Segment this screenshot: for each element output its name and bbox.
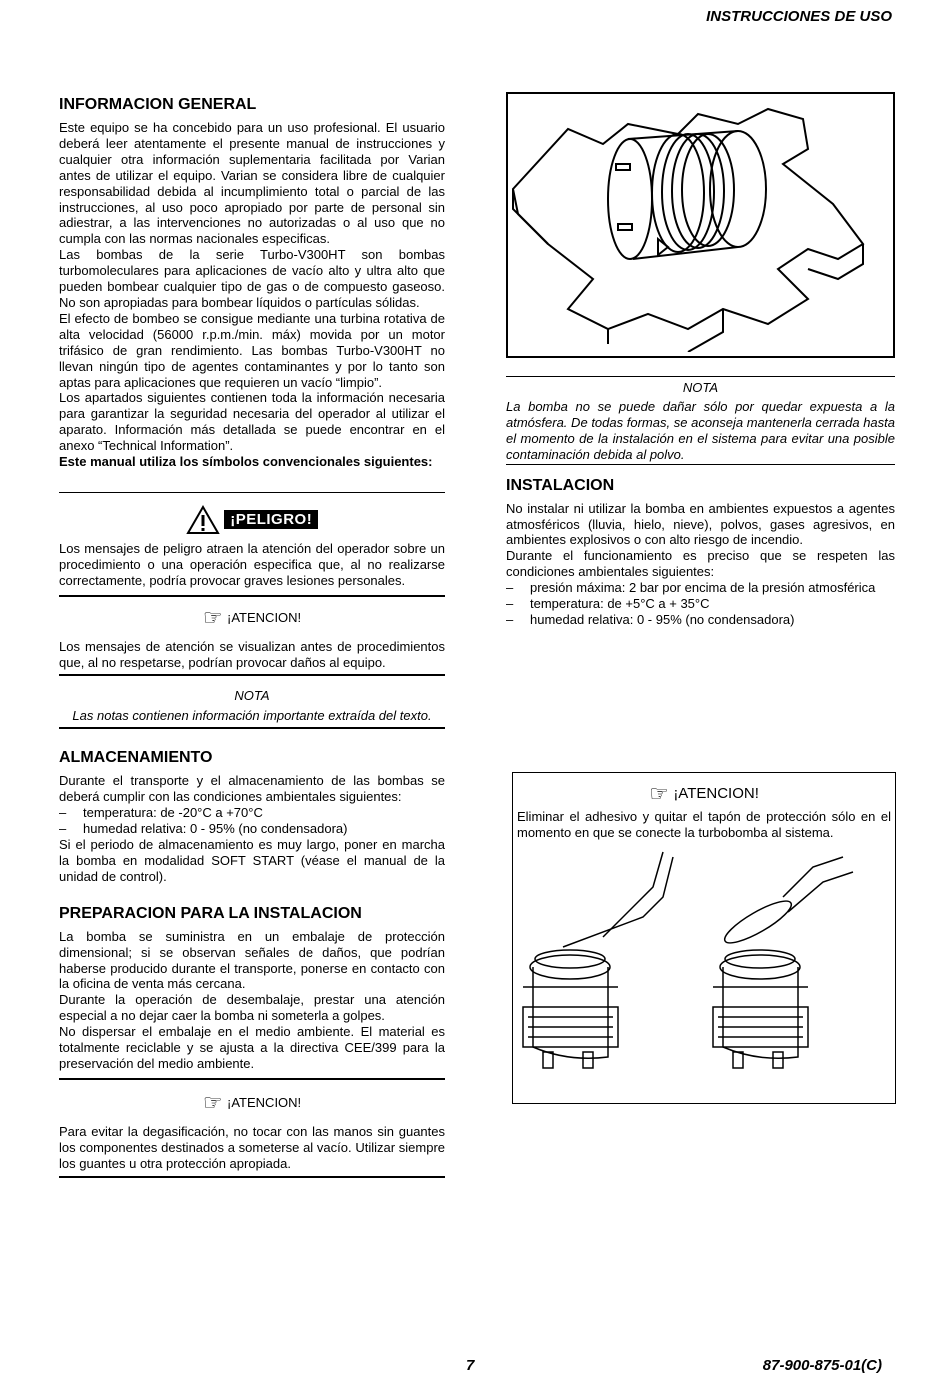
atencion-box <box>512 772 896 1104</box>
paragraph: No instalar ni utilizar la bomba en ambientes expuestos a agentes atmosféricos (lluvia, hielo, nieve), polvos, gases agresivos, en ambientes explosivos o con alto riesgo de incendio. <box>506 500 895 548</box>
section-heading-preparacion: PREPARACION PARA LA INSTALACION <box>59 904 362 922</box>
divider <box>59 1078 445 1080</box>
pointing-hand-icon: ☞ <box>202 604 223 630</box>
list-item: – temperatura: de -20°C a +70°C <box>59 805 445 821</box>
paragraph-symbols: Este manual utiliza los símbolos convencionales siguientes: <box>59 454 433 470</box>
atencion-title <box>59 605 445 631</box>
paragraph: Los apartados siguientes contienen toda la información necesaria para garantizar la seguridad necesaria del operador al utilizar el aparato. Información más detallada se puede encontrar en el anexo “Technical Information”. <box>59 390 445 454</box>
pointing-hand-icon: ☞ <box>202 1089 223 1115</box>
list-item: – humedad relativa: 0 - 95% (no condensadora) <box>59 821 445 837</box>
nota-text: La bomba no se puede dañar sólo por quedar expuesta a la atmósfera. De todas formas, se aconseja mantenerla cerrada hasta el momento de la instalación en el sistema para evitar una posible contaminación debida al polvo. <box>506 399 895 462</box>
peligro-text: Los mensajes de peligro atraen la atención del operador sobre un procedimiento o una operación especifica que, al no realizarse correctamente, podría provocar graves lesiones personales. <box>59 540 445 588</box>
peligro-title <box>59 505 445 535</box>
paragraph: Durante el funcionamiento es preciso que se respeten las condiciones ambientales siguientes: <box>506 548 895 580</box>
atencion-label: ¡ATENCION! <box>227 1095 302 1111</box>
install-list <box>506 580 895 628</box>
divider <box>59 595 445 597</box>
atencion-text: Para evitar la degasificación, no tocar con las manos sin guantes los componentes destinados a someterse al vacío. Utilizar siempre los guantes u otra protección apropiada. <box>59 1123 445 1171</box>
paragraph: Si el periodo de almacenamiento es muy largo, poner en marcha la bomba en modalidad SOFT START (véase el manual de la unidad de control). <box>59 837 445 884</box>
paragraph: Durante la operación de desembalaje, prestar una atención especial a no dejar caer la bomba ni someterla a golpes. <box>59 992 445 1024</box>
section-heading-general: INFORMACION GENERAL <box>59 96 257 113</box>
paragraph: Las bombas de la serie Turbo-V300HT son bombas turbomoleculares para aplicaciones de vacío alto y ultra alto que pueden bombear cualquier tipo de gas o de compuesto gaseoso. No son apropiadas para bombear líquidos o partículas sólidas. <box>59 247 445 310</box>
right-column <box>506 92 895 628</box>
divider <box>59 1176 445 1178</box>
storage-list <box>59 805 445 837</box>
divider <box>59 492 445 493</box>
peligro-label: ¡PELIGRO! <box>224 510 318 529</box>
divider <box>59 727 445 729</box>
left-column <box>59 96 445 1178</box>
header-title: INSTRUCCIONES DE USO <box>706 8 892 25</box>
atencion-text: Los mensajes de atención se visualizan antes de procedimientos que, al no respetarse, podrían provocar daños al equipo. <box>59 638 445 670</box>
list-item: – temperatura: de +5°C a + 35°C <box>506 596 895 612</box>
paragraph: El efecto de bombeo se consigue mediante una turbina rotativa de alta velocidad (56000 r.p.m./min. máx) movida por un motor trifásico de gran rendimiento. Las bombas Turbo-V300HT no llevan ningún tipo de agentes contaminantes y por lo tanto son aptas para aplicaciones que requieren un vacío “limpio”. <box>59 310 445 390</box>
pump-illustration-box <box>506 92 895 358</box>
divider <box>506 376 895 377</box>
atencion-text: Eliminar el adhesivo y quitar el tapón de protección sólo en el momento en que se conecte la turbobomba al sistema. <box>517 809 891 840</box>
section-heading-almacenamiento: ALMACENAMIENTO <box>59 749 213 767</box>
document-code: 87-900-875-01(C) <box>762 1357 882 1374</box>
remove-cap-illustration <box>513 847 893 1097</box>
paragraph: Durante el transporte y el almacenamiento de las bombas se deberá cumplir con las condiciones ambientales siguientes: <box>59 773 445 805</box>
paragraph: Este equipo se ha concebido para un uso profesional. El usuario deberá leer atentamente el presente manual de instrucciones y cualquier otra información suplementaria facilitada por Varian antes de utilizar el equipo. Varian se considera libre de cualquier responsabilidad debida al incumplimiento total o parcial de las instrucciones, al uso poco apropiado por parte de personal sin adiestrar, a las intervenciones no autorizadas o al uso que no cumpla con las normas nacionales especificas. <box>59 120 445 247</box>
list-item: – presión máxima: 2 bar por encima de la presión atmosférica <box>506 580 895 596</box>
section-heading-instalacion: INSTALACION <box>506 476 615 494</box>
list-item: – humedad relativa: 0 - 95% (no condensadora) <box>506 612 895 628</box>
divider <box>59 674 445 676</box>
atencion-title <box>513 781 895 807</box>
nota-label: NOTA <box>234 688 270 704</box>
pump-packaging-illustration <box>508 94 893 352</box>
page-number: 7 <box>466 1357 475 1374</box>
pointing-hand-icon: ☞ <box>649 781 669 806</box>
nota-text: Las notas contienen información importante extraída del texto. <box>72 708 432 724</box>
paragraph: La bomba se suministra en un embalaje de protección dimensional; si se observan señales de daños, que podrían haberse producido durante el transporte, ponerse en contacto con la oficina de venta más cercana. <box>59 928 445 992</box>
atencion-label: ¡ATENCION! <box>227 609 302 625</box>
atencion-title <box>59 1090 445 1116</box>
nota-label: NOTA <box>682 380 719 395</box>
warning-triangle-icon <box>186 505 220 535</box>
atencion-label: ¡ATENCION! <box>673 785 759 803</box>
divider <box>506 464 895 465</box>
paragraph: No dispersar el embalaje en el medio ambiente. El material es totalmente reciclable y se ajusta a la directiva CEE/399 para la preservación del medio ambiente. <box>59 1024 445 1071</box>
